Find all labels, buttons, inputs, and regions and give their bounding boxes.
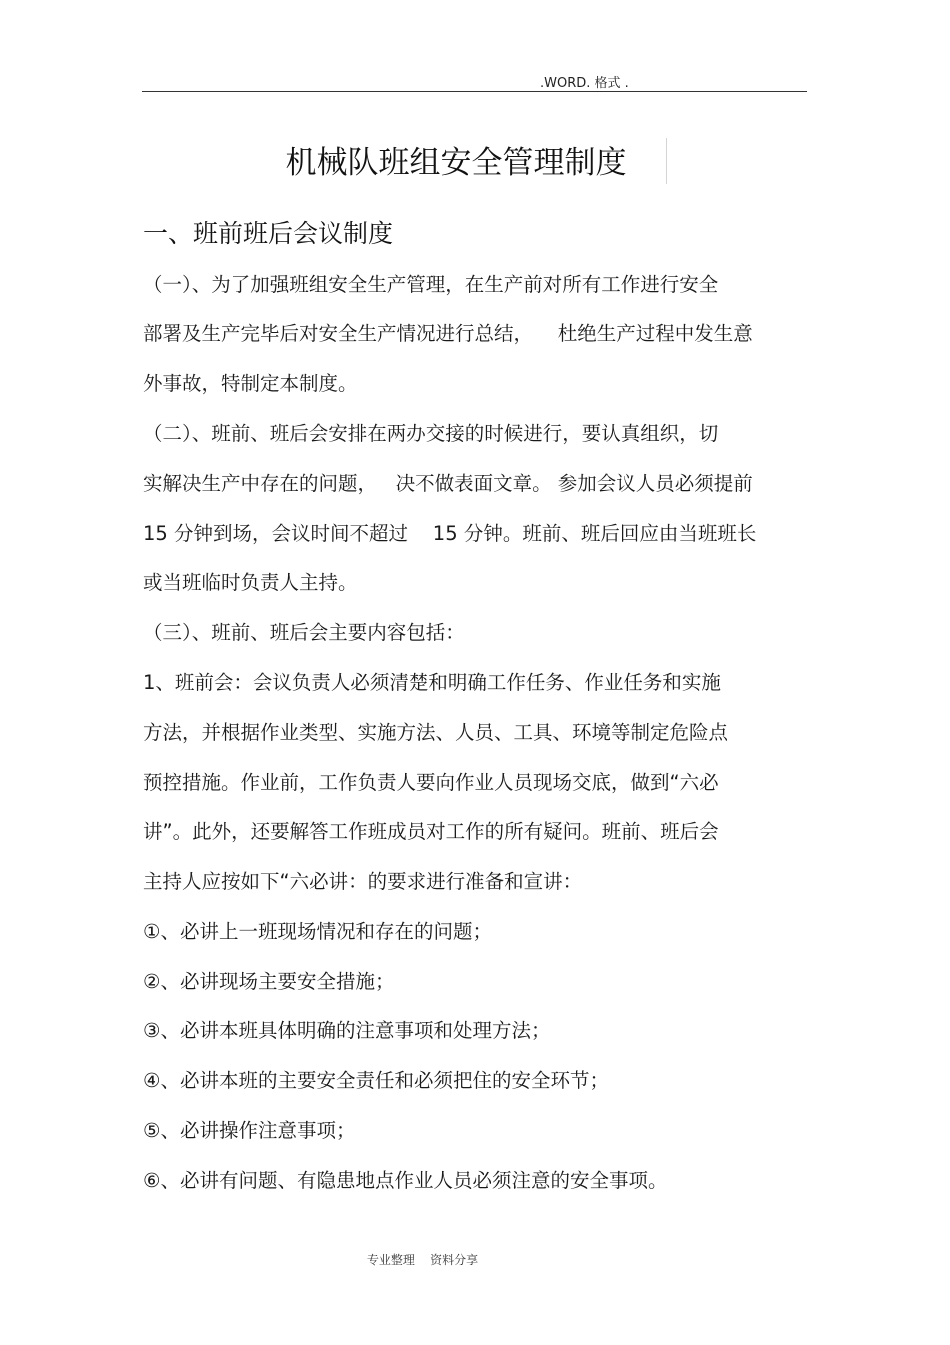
paragraph-line-12: 讲”。此外，还要解答工作班成员对工作的所有疑问。班前、班后会	[143, 820, 719, 843]
paragraph-line-1: （一）、为了加强班组安全生产管理，在生产前对所有工作进行安全	[143, 273, 719, 296]
paragraph-line-5: 实解决生产中存在的问题， 决不做表面文章。 参加会议人员必须提前	[143, 472, 753, 495]
document-title: 机械队班组安全管理制度	[285, 145, 627, 181]
list-item-5: ⑤、必讲操作注意事项；	[143, 1119, 356, 1142]
paragraph-line-8: （三）、班前、班后会主要内容包括：	[143, 621, 465, 644]
list-item-6: ⑥、必讲有问题、有隐患地点作业人员必须注意的安全事项。	[143, 1169, 668, 1192]
paragraph-line-13: 主持人应按如下“六必讲：的要求进行准备和宣讲：	[143, 870, 583, 893]
title-divider	[666, 138, 667, 184]
paragraph-line-6: 15 分钟到场，会议时间不超过 15 分钟。班前、班后回应由当班班长	[143, 522, 757, 545]
paragraph-line-9: 1、班前会：会议负责人必须清楚和明确工作任务、作业任务和实施	[143, 671, 721, 694]
page-footer: 专业整理 资料分享	[366, 1253, 479, 1267]
paragraph-line-4: （二）、班前、班后会安排在两办交接的时候进行，要认真组织，切	[143, 422, 719, 445]
list-item-2: ②、必讲现场主要安全措施；	[143, 970, 395, 993]
paragraph-line-10: 方法，并根据作业类型、实施方法、人员、工具、环境等制定危险点	[143, 721, 729, 744]
section-heading: 一、班前班后会议制度	[143, 219, 394, 248]
paragraph-line-7: 或当班临时负责人主持。	[143, 571, 358, 594]
list-item-3: ③、必讲本班具体明确的注意事项和处理方法；	[143, 1019, 551, 1042]
paragraph-line-11: 预控措施。作业前，工作负责人要向作业人员现场交底，做到“六必	[143, 771, 719, 794]
paragraph-line-2: 部署及生产完毕后对安全生产情况进行总结， 杜绝生产过程中发生意	[143, 322, 753, 345]
list-item-1: ①、必讲上一班现场情况和存在的问题；	[143, 920, 492, 943]
header-rule	[142, 91, 807, 92]
paragraph-line-3: 外事故，特制定本制度。	[143, 372, 358, 395]
page-header-label: .WORD. 格式 .	[540, 76, 629, 91]
list-item-4: ④、必讲本班的主要安全责任和必须把住的安全环节；	[143, 1069, 609, 1092]
